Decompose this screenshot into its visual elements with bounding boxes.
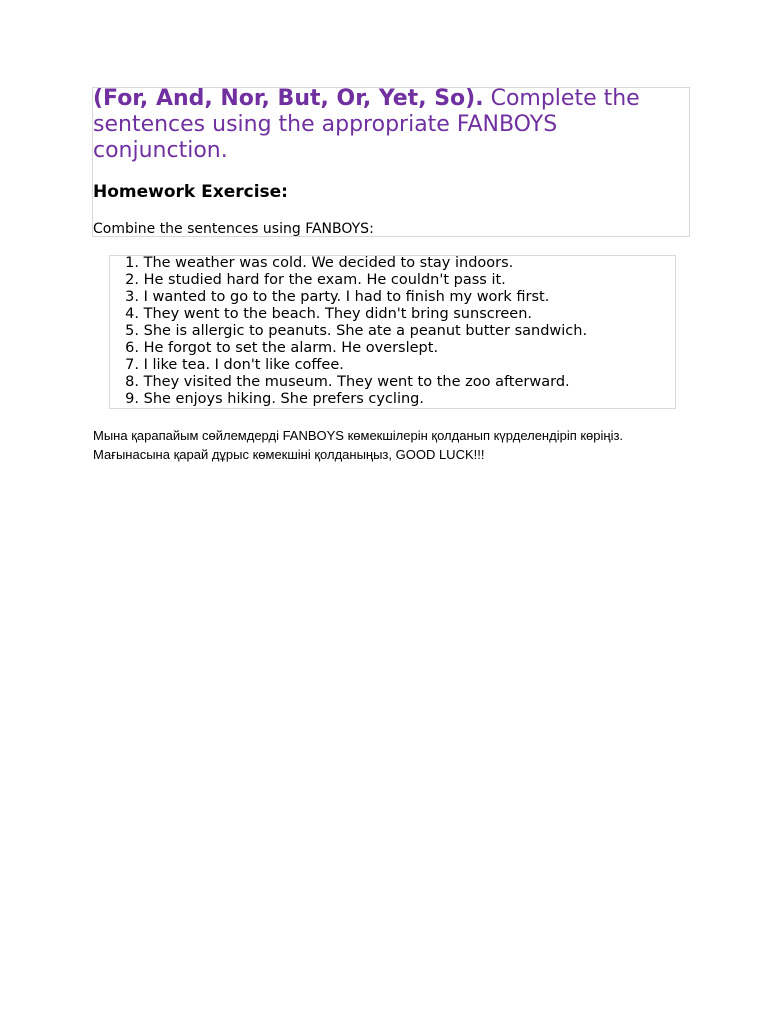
page-heading bbox=[93, 86, 683, 164]
list-item bbox=[112, 306, 587, 323]
list-item bbox=[112, 323, 587, 340]
list-item bbox=[112, 289, 587, 306]
list-item bbox=[112, 374, 587, 391]
kazakh-note: Мына қарапайым сөйлемдерді FANBOYS көмекшілерін қолданып күрделендіріп көріңіз. Мағынасына қарай дұрыс көмекшіні қолданыңыз, GOOD LUCK!!! bbox=[93, 428, 624, 462]
list-item-number: 5. bbox=[125, 323, 139, 339]
heading-instruction: Complete the sentences using the appropriate FANBOYS conjunction. bbox=[93, 86, 640, 163]
conjunction-list: (For, And, Nor, But, Or, Yet, So). bbox=[93, 86, 484, 111]
list-item-number: 6. bbox=[125, 340, 139, 356]
list-item-text: They went to the beach. They didn't bring sunscreen. bbox=[143, 306, 533, 322]
list-item-text: He studied hard for the exam. He couldn't pass it. bbox=[143, 272, 506, 288]
list-item-number: 4. bbox=[125, 306, 139, 322]
list-item-text: He forgot to set the alarm. He overslept. bbox=[143, 340, 439, 356]
homework-instruction: Combine the sentences using FANBOYS: bbox=[93, 221, 374, 237]
list-item-number: 9. bbox=[125, 391, 139, 407]
sentence-list bbox=[112, 255, 587, 408]
list-item-number: 1. bbox=[125, 255, 139, 271]
list-item bbox=[112, 340, 587, 357]
list-item bbox=[112, 255, 587, 272]
list-item bbox=[112, 272, 587, 289]
list-item-text: They visited the museum. They went to the zoo afterward. bbox=[143, 374, 570, 390]
list-item-text: She enjoys hiking. She prefers cycling. bbox=[143, 391, 424, 407]
list-item-text: She is allergic to peanuts. She ate a peanut butter sandwich. bbox=[143, 323, 588, 339]
list-item-number: 3. bbox=[125, 289, 139, 305]
list-item-text: I like tea. I don't like coffee. bbox=[143, 357, 344, 373]
list-item bbox=[112, 391, 587, 408]
list-item-text: I wanted to go to the party. I had to finish my work first. bbox=[143, 289, 550, 305]
list-item-text: The weather was cold. We decided to stay indoors. bbox=[143, 255, 514, 271]
list-item-number: 2. bbox=[125, 272, 139, 288]
list-item-number: 7. bbox=[125, 357, 139, 373]
homework-title: Homework Exercise: bbox=[93, 182, 288, 202]
list-item bbox=[112, 357, 587, 374]
list-item-number: 8. bbox=[125, 374, 139, 390]
